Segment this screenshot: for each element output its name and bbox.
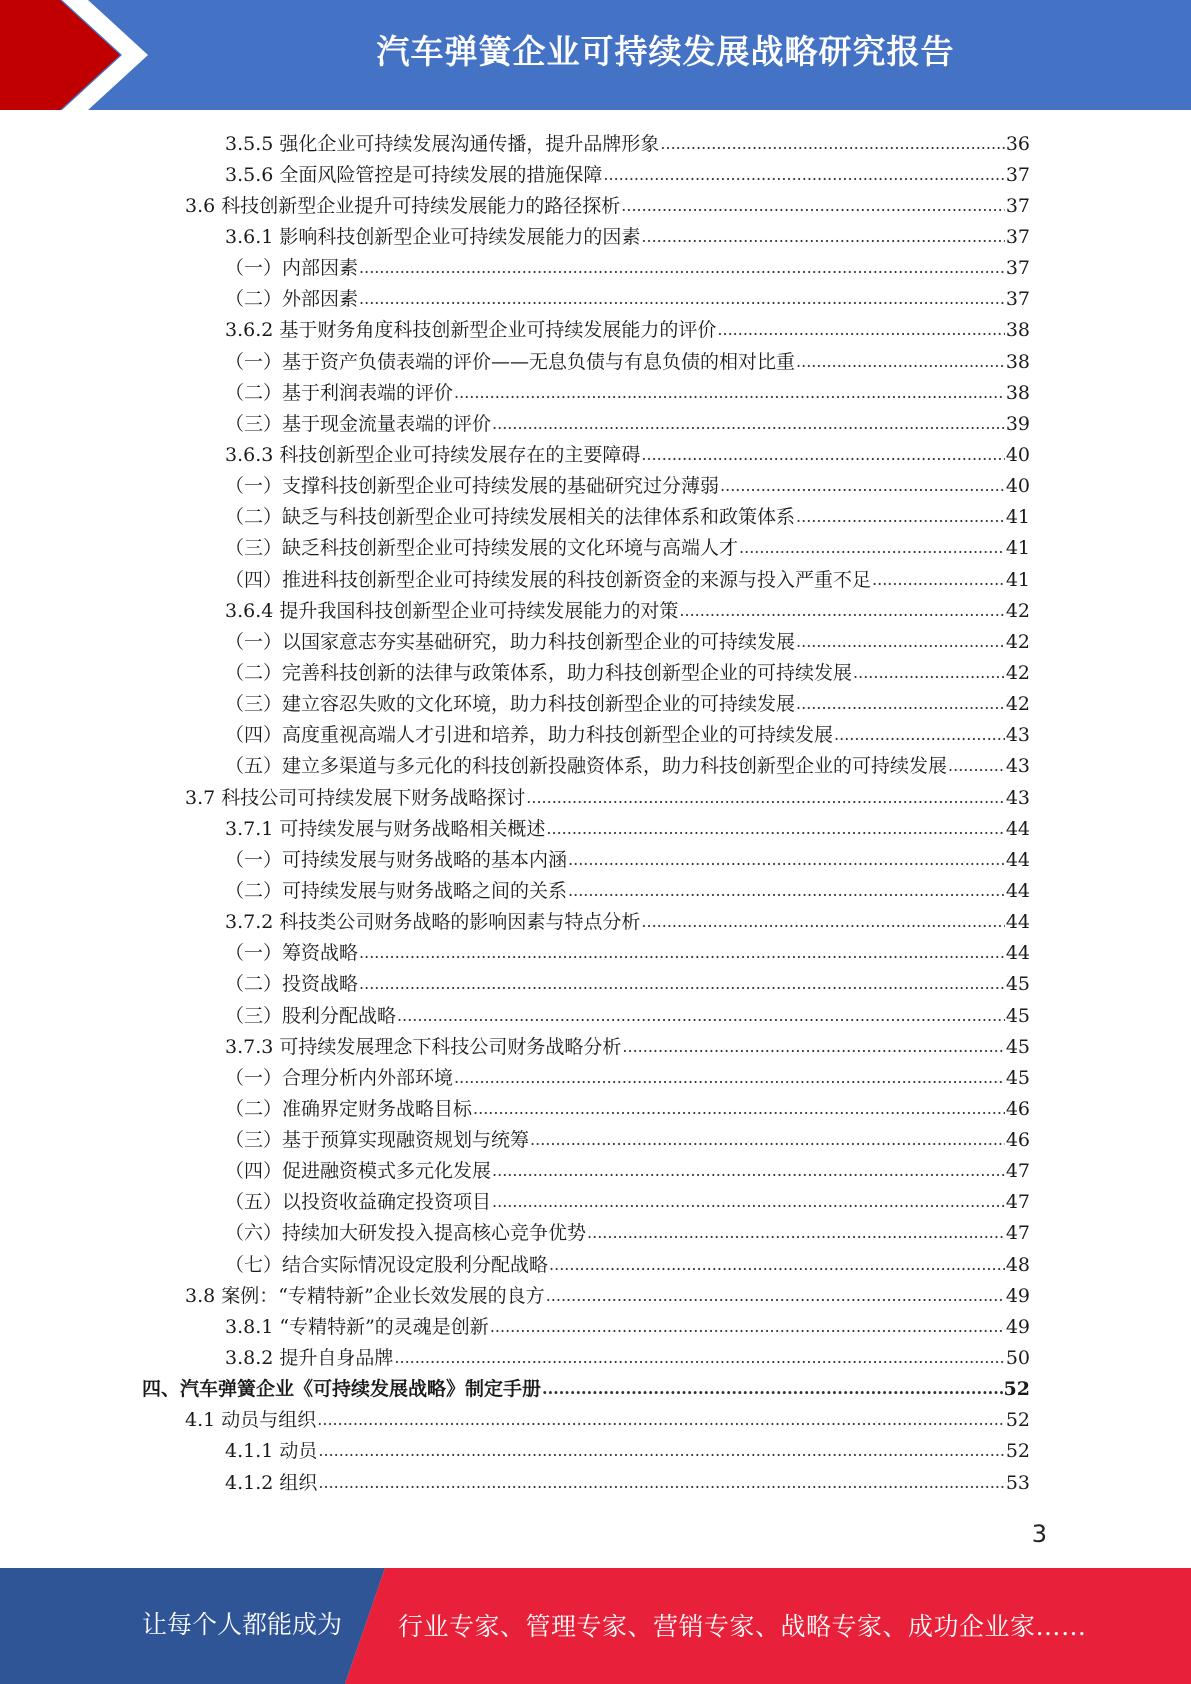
- toc-entry-title: （四）高度重视高端人才引进和培养，助力科技创新型企业的可持续发展: [225, 724, 834, 747]
- toc-leader-dots: [603, 164, 1004, 186]
- toc-entry-title: （二）投资战略: [225, 973, 359, 996]
- toc-entry-title: 3.8 案例：“专精特新”企业长效发展的良方: [185, 1284, 545, 1307]
- toc-entry-title: 3.6.4 提升我国科技创新型企业可持续发展能力的对策: [225, 599, 679, 622]
- toc-entry[interactable]: [0, 875, 1191, 906]
- toc-entry[interactable]: [0, 533, 1191, 564]
- toc-entry[interactable]: [0, 1311, 1191, 1342]
- toc-entry-title: 3.7.2 科技类公司财务战略的影响因素与特点分析: [225, 911, 641, 934]
- toc-leader-dots: [622, 1036, 1004, 1058]
- toc-leader-dots: [853, 662, 1005, 684]
- toc-entry[interactable]: [0, 907, 1191, 938]
- toc-entry-title: （四）促进融资模式多元化发展: [225, 1160, 492, 1183]
- toc-entry-page: 52: [1005, 1409, 1030, 1432]
- toc-entry-page: 46: [1005, 1129, 1030, 1152]
- toc-entry-page: 46: [1005, 1097, 1030, 1120]
- toc-entry[interactable]: [0, 1125, 1191, 1156]
- toc-entry-page: 50: [1005, 1347, 1030, 1370]
- toc-entry-page: 48: [1005, 1253, 1030, 1276]
- toc-leader-dots: [492, 1160, 1005, 1182]
- toc-entry[interactable]: [0, 128, 1191, 159]
- toc-leader-dots: [546, 1285, 1005, 1307]
- toc-leader-dots: [660, 133, 1004, 155]
- toc-entry-title: 3.7 科技公司可持续发展下财务战略探讨: [185, 786, 526, 809]
- page-footer: [0, 1568, 1191, 1684]
- toc-entry-title: （二）准确界定财务战略目标: [225, 1097, 473, 1120]
- toc-entry[interactable]: [0, 377, 1191, 408]
- toc-entry-page: 45: [1005, 973, 1030, 996]
- toc-entry[interactable]: [0, 1249, 1191, 1280]
- toc-entry-page: 41: [1005, 506, 1030, 529]
- toc-entry-title: （二）可持续发展与财务战略之间的关系: [225, 879, 568, 902]
- toc-entry[interactable]: [0, 1280, 1191, 1311]
- toc-entry-page: 44: [1005, 848, 1030, 871]
- toc-leader-dots: [834, 724, 1005, 746]
- toc-entry-page: 43: [1005, 755, 1030, 778]
- toc-leader-dots: [492, 1191, 1005, 1213]
- toc-leader-dots: [641, 444, 1004, 466]
- toc-entry-title: 3.7.3 可持续发展理念下科技公司财务战略分析: [225, 1035, 622, 1058]
- toc-entry-title: 3.7.1 可持续发展与财务战略相关概述: [225, 817, 546, 840]
- toc-entry[interactable]: [0, 1405, 1191, 1436]
- toc-entry-page: 40: [1005, 475, 1030, 498]
- toc-entry-page: 52: [1003, 1378, 1030, 1401]
- toc-leader-dots: [394, 1347, 1004, 1369]
- toc-entry[interactable]: [0, 1374, 1191, 1405]
- toc-entry-title: （二）缺乏与科技创新型企业可持续发展相关的法律体系和政策体系: [225, 506, 796, 529]
- toc-entry-page: 41: [1005, 568, 1030, 591]
- toc-entry[interactable]: [0, 190, 1191, 221]
- toc-entry-title: 4.1.1 动员: [225, 1440, 318, 1463]
- toc-leader-dots: [587, 1222, 1005, 1244]
- toc-entry[interactable]: [0, 657, 1191, 688]
- toc-entry[interactable]: [0, 782, 1191, 813]
- toc-entry[interactable]: [0, 1031, 1191, 1062]
- toc-leader-dots: [546, 818, 1004, 840]
- toc-entry[interactable]: [0, 284, 1191, 315]
- toc-leader-dots: [359, 288, 1005, 310]
- toc-entry[interactable]: [0, 1436, 1191, 1467]
- toc-entry[interactable]: [0, 159, 1191, 190]
- page-number: 3: [1031, 1520, 1047, 1548]
- toc-entry-title: （一）合理分析内外部环境: [225, 1066, 454, 1089]
- toc-leader-dots: [490, 1316, 1005, 1338]
- toc-entry[interactable]: [0, 938, 1191, 969]
- toc-entry-page: 40: [1005, 443, 1030, 466]
- toc-leader-dots: [568, 880, 1005, 902]
- toc-entry-page: 49: [1005, 1315, 1030, 1338]
- toc-entry-title: （三）基于现金流量表端的评价: [225, 412, 492, 435]
- toc-entry[interactable]: [0, 969, 1191, 1000]
- toc-leader-dots: [739, 537, 1005, 559]
- toc-leader-dots: [641, 226, 1004, 248]
- toc-entry-page: 47: [1005, 1222, 1030, 1245]
- toc-entry[interactable]: [0, 689, 1191, 720]
- toc-entry[interactable]: [0, 471, 1191, 502]
- toc-entry-page: 44: [1005, 911, 1030, 934]
- toc-entry-page: 41: [1005, 537, 1030, 560]
- toc-entry-page: 37: [1005, 194, 1030, 217]
- toc-entry-page: 36: [1005, 132, 1030, 155]
- arrow-logo-icon: [0, 0, 160, 110]
- toc-entry[interactable]: [0, 502, 1191, 533]
- toc-leader-dots: [473, 1098, 1005, 1120]
- toc-leader-dots: [359, 257, 1005, 279]
- toc-entry[interactable]: [0, 1218, 1191, 1249]
- toc-entry-title: （四）推进科技创新型企业可持续发展的科技创新资金的来源与投入严重不足: [225, 568, 872, 591]
- toc-entry[interactable]: [0, 315, 1191, 346]
- toc-entry-title: 3.6.2 基于财务角度科技创新型企业可持续发展能力的评价: [225, 319, 717, 342]
- toc-entry-title: （一）筹资战略: [225, 942, 359, 965]
- toc-leader-dots: [549, 1254, 1005, 1276]
- toc-entry-title: 4.1 动员与组织: [185, 1409, 317, 1432]
- toc-entry[interactable]: [0, 751, 1191, 782]
- footer-slogan-right: 行业专家、管理专家、营销专家、战略专家、成功企业家……: [398, 1612, 1087, 1641]
- toc-entry-title: （五）建立多渠道与多元化的科技创新投融资体系，助力科技创新型企业的可持续发展: [225, 755, 948, 778]
- toc-entry[interactable]: [0, 720, 1191, 751]
- toc-entry-page: 45: [1005, 1035, 1030, 1058]
- report-title: 汽车弹簧企业可持续发展战略研究报告: [376, 32, 955, 71]
- toc-entry-title: （一）内部因素: [225, 257, 359, 280]
- toc-entry-title: 3.5.5 强化企业可持续发展沟通传播，提升品牌形象: [225, 132, 660, 155]
- toc-leader-dots: [359, 973, 1005, 995]
- toc-leader-dots: [796, 351, 1005, 373]
- toc-entry-page: 38: [1005, 381, 1030, 404]
- toc-leader-dots: [796, 506, 1005, 528]
- toc-entry-title: 四、汽车弹簧企业《可持续发展战略》制定手册: [142, 1378, 542, 1401]
- toc-leader-dots: [318, 1472, 1004, 1494]
- toc-entry-title: 3.6.1 影响科技创新型企业可持续发展能力的因素: [225, 225, 641, 248]
- toc-entry-title: （二）基于利润表端的评价: [225, 381, 454, 404]
- toc-entry-page: 49: [1005, 1284, 1030, 1307]
- toc-entry[interactable]: [0, 346, 1191, 377]
- toc-leader-dots: [318, 1440, 1004, 1462]
- toc-entry[interactable]: [0, 1342, 1191, 1373]
- toc-entry-title: （二）外部因素: [225, 288, 359, 311]
- toc-entry[interactable]: [0, 813, 1191, 844]
- page-header: [0, 0, 1191, 110]
- toc-entry-title: （三）基于预算实现融资规划与统筹: [225, 1129, 530, 1152]
- toc-entry[interactable]: [0, 1093, 1191, 1124]
- toc-entry-page: 43: [1005, 724, 1030, 747]
- toc-leader-dots: [454, 382, 1005, 404]
- toc-entry-page: 39: [1005, 412, 1030, 435]
- toc-leader-dots: [796, 693, 1005, 715]
- toc-entry[interactable]: [0, 1000, 1191, 1031]
- toc-entry[interactable]: [0, 626, 1191, 657]
- toc-entry-page: 44: [1005, 942, 1030, 965]
- toc-entry-page: 45: [1005, 1004, 1030, 1027]
- toc-entry[interactable]: [0, 221, 1191, 252]
- toc-entry[interactable]: [0, 439, 1191, 470]
- toc-leader-dots: [796, 631, 1005, 653]
- toc-entry[interactable]: [0, 564, 1191, 595]
- toc-leader-dots: [641, 911, 1004, 933]
- toc-entry-page: 42: [1005, 661, 1030, 684]
- toc-leader-dots: [526, 787, 1005, 809]
- toc-entry-page: 37: [1005, 257, 1030, 280]
- toc-leader-dots: [621, 195, 1005, 217]
- toc-entry-title: （一）以国家意志夯实基础研究，助力科技创新型企业的可持续发展: [225, 630, 796, 653]
- toc-entry-page: 44: [1005, 817, 1030, 840]
- toc-entry-page: 42: [1005, 630, 1030, 653]
- toc-entry-title: （一）支撑科技创新型企业可持续发展的基础研究过分薄弱: [225, 475, 720, 498]
- toc-entry-title: 3.5.6 全面风险管控是可持续发展的措施保障: [225, 163, 603, 186]
- toc-leader-dots: [568, 849, 1005, 871]
- table-of-contents: [0, 128, 1191, 1498]
- toc-entry-title: （二）完善科技创新的法律与政策体系，助力科技创新型企业的可持续发展: [225, 661, 853, 684]
- toc-entry-page: 47: [1005, 1160, 1030, 1183]
- toc-entry-title: （三）股利分配战略: [225, 1004, 397, 1027]
- toc-entry-page: 37: [1005, 288, 1030, 311]
- toc-entry-page: 42: [1005, 693, 1030, 716]
- toc-entry-title: （一）基于资产负债表端的评价——无息负债与有息负债的相对比重: [225, 350, 796, 373]
- toc-entry-title: （一）可持续发展与财务战略的基本内涵: [225, 848, 568, 871]
- toc-leader-dots: [542, 1378, 1003, 1400]
- toc-entry[interactable]: [0, 408, 1191, 439]
- toc-entry[interactable]: [0, 1156, 1191, 1187]
- toc-leader-dots: [948, 755, 1005, 777]
- toc-leader-dots: [492, 413, 1005, 435]
- toc-leader-dots: [717, 319, 1004, 341]
- toc-entry-page: 52: [1005, 1440, 1030, 1463]
- toc-leader-dots: [359, 942, 1005, 964]
- toc-entry-title: （五）以投资收益确定投资项目: [225, 1191, 492, 1214]
- toc-entry-title: 4.1.2 组织: [225, 1471, 318, 1494]
- toc-leader-dots: [872, 569, 1005, 591]
- footer-slogan-left: 让每个人都能成为: [142, 1610, 343, 1639]
- toc-entry-title: 3.6.3 科技创新型企业可持续发展存在的主要障碍: [225, 443, 641, 466]
- toc-entry-page: 47: [1005, 1191, 1030, 1214]
- toc-entry-page: 42: [1005, 599, 1030, 622]
- toc-entry-title: （三）建立容忍失败的文化环境，助力科技创新型企业的可持续发展: [225, 693, 796, 716]
- toc-leader-dots: [317, 1409, 1005, 1431]
- toc-entry-title: 3.6 科技创新型企业提升可持续发展能力的路径探析: [185, 194, 621, 217]
- toc-entry-title: （三）缺乏科技创新型企业可持续发展的文化环境与高端人才: [225, 537, 739, 560]
- toc-entry[interactable]: [0, 1467, 1191, 1498]
- toc-entry[interactable]: [0, 1187, 1191, 1218]
- toc-entry[interactable]: [0, 253, 1191, 284]
- toc-leader-dots: [397, 1005, 1005, 1027]
- toc-entry-page: 38: [1005, 319, 1030, 342]
- toc-entry-page: 44: [1005, 879, 1030, 902]
- toc-entry-title: 3.8.1 “专精特新”的灵魂是创新: [225, 1315, 489, 1338]
- toc-entry[interactable]: [0, 844, 1191, 875]
- toc-entry-page: 38: [1005, 350, 1030, 373]
- toc-entry-title: （六）持续加大研发投入提高核心竞争优势: [225, 1222, 587, 1245]
- toc-entry-page: 37: [1005, 163, 1030, 186]
- toc-leader-dots: [454, 1067, 1005, 1089]
- toc-entry[interactable]: [0, 595, 1191, 626]
- toc-entry-page: 53: [1005, 1471, 1030, 1494]
- toc-entry-title: 3.8.2 提升自身品牌: [225, 1347, 394, 1370]
- toc-leader-dots: [530, 1129, 1005, 1151]
- toc-entry-page: 45: [1005, 1066, 1030, 1089]
- toc-leader-dots: [720, 475, 1005, 497]
- toc-entry-title: （七）结合实际情况设定股利分配战略: [225, 1253, 549, 1276]
- toc-leader-dots: [679, 600, 1004, 622]
- toc-entry-page: 43: [1005, 786, 1030, 809]
- toc-entry[interactable]: [0, 1062, 1191, 1093]
- toc-entry-page: 37: [1005, 225, 1030, 248]
